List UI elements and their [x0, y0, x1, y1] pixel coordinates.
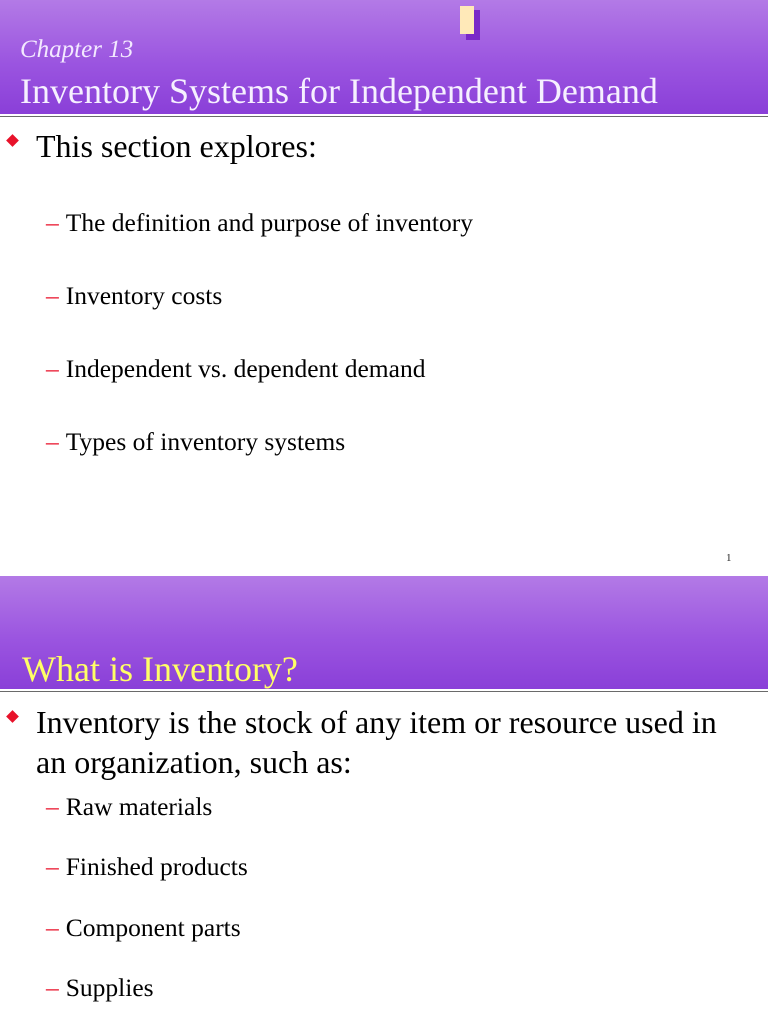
sub-item-text: Raw materials — [65, 792, 213, 821]
red-dash-icon: – — [46, 208, 59, 237]
decoration-front-rect — [460, 6, 474, 34]
slide-2 — [0, 576, 768, 1024]
sub-item-supplies — [46, 973, 154, 1003]
sub-item-text: Finished products — [65, 852, 248, 881]
red-dash-icon: – — [46, 913, 59, 942]
sub-item-demand — [46, 354, 425, 384]
sub-item-costs — [46, 281, 222, 311]
sub-item-text: Component parts — [65, 913, 241, 942]
red-dash-icon: – — [46, 281, 59, 310]
sub-item-definition — [46, 208, 473, 238]
slide-1-title: Inventory Systems for Independent Demand — [20, 71, 658, 111]
header-divider — [0, 116, 768, 117]
red-dash-icon: – — [46, 852, 59, 881]
sub-item-text: Inventory costs — [65, 281, 223, 310]
sub-item-text: Types of inventory systems — [65, 427, 346, 456]
red-dash-icon: – — [46, 973, 59, 1002]
sub-item-finished-products — [46, 852, 248, 882]
slide-2-title: What is Inventory? — [22, 649, 298, 689]
page-number: 1 — [726, 552, 732, 564]
red-dash-icon: – — [46, 427, 59, 456]
sub-item-text: Supplies — [65, 973, 154, 1002]
red-diamond-icon — [6, 134, 19, 147]
chapter-label: Chapter 13 — [20, 36, 134, 63]
red-dash-icon: – — [46, 354, 59, 383]
bullet-text: This section explores: — [36, 128, 317, 164]
red-dash-icon: – — [46, 792, 59, 821]
sub-item-raw-materials — [46, 792, 212, 822]
sub-item-text: Independent vs. dependent demand — [65, 354, 426, 383]
bullet-text: Inventory is the stock of any item or resource used in an organization, such as: — [36, 704, 717, 780]
header-divider — [0, 691, 768, 692]
sub-item-systems — [46, 427, 345, 457]
red-diamond-icon — [6, 710, 19, 723]
sub-item-text: The definition and purpose of inventory — [65, 208, 473, 237]
stacked-rectangles-decoration-icon — [458, 4, 482, 40]
sub-item-component-parts — [46, 913, 241, 943]
